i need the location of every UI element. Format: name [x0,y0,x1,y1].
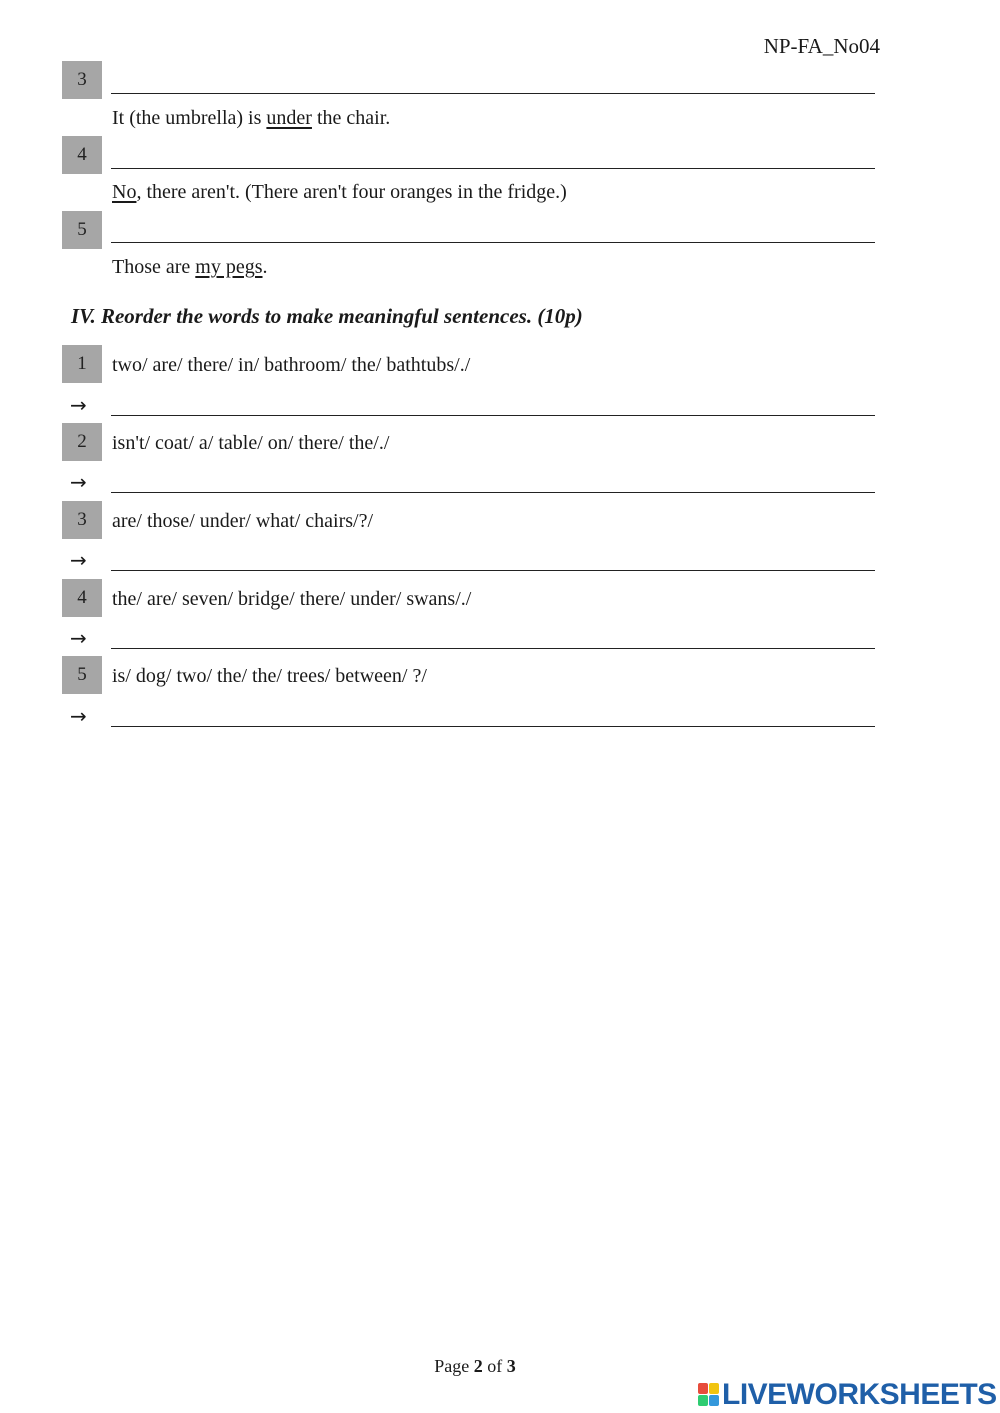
given-answer: Those are my pegs. [112,256,268,278]
question-write-line[interactable] [111,93,875,94]
given-answer: No, there aren't. (There aren't four oranges in the fridge.) [112,181,567,203]
logo-tiles-icon [698,1383,720,1407]
item-number: 5 [62,656,102,694]
arrow-right-icon: → [70,548,87,572]
logo-tile [709,1395,719,1406]
answer-write-line[interactable] [111,726,875,727]
scrambled-words: the/ are/ seven/ bridge/ there/ under/ swans/./ [112,588,472,610]
question-write-line[interactable] [111,168,875,169]
logo-text: LIVEWORKSHEETS [722,1378,997,1411]
answer-write-line[interactable] [111,648,875,649]
question-number: 5 [62,211,102,249]
section-4-heading: IV. Reorder the words to make meaningful sentences. (10p) [71,304,583,328]
arrow-right-icon: → [70,626,87,650]
item-number: 2 [62,423,102,461]
underlined-word: under [266,107,312,129]
underlined-word: No [112,181,137,203]
page-footer: Page 2 of 3 [434,1356,516,1376]
question-write-line[interactable] [111,242,875,243]
arrow-right-icon: → [70,470,87,494]
liveworksheets-logo [698,1378,997,1412]
logo-tile [698,1383,708,1394]
answer-write-line[interactable] [111,492,875,493]
scrambled-words: are/ those/ under/ what/ chairs/?/ [112,510,374,532]
answer-write-line[interactable] [111,415,875,416]
logo-tile [709,1383,719,1394]
scrambled-words: is/ dog/ two/ the/ the/ trees/ between/ ?/ [112,665,427,687]
total-pages: 3 [506,1356,516,1376]
scrambled-words: isn't/ coat/ a/ table/ on/ there/ the/./ [112,432,390,454]
underlined-word: my pegs [195,256,263,278]
item-number: 4 [62,579,102,617]
arrow-right-icon: → [70,704,87,728]
current-page: 2 [473,1356,483,1376]
question-number: 3 [62,61,102,99]
item-number: 3 [62,501,102,539]
logo-tile [698,1395,708,1406]
answer-write-line[interactable] [111,570,875,571]
scrambled-words: two/ are/ there/ in/ bathroom/ the/ bathtubs/./ [112,354,471,376]
item-number: 1 [62,345,102,383]
question-number: 4 [62,136,102,174]
document-code: NP-FA_No04 [763,34,880,58]
given-answer: It (the umbrella) is under the chair. [112,107,391,129]
arrow-right-icon: → [70,393,87,417]
